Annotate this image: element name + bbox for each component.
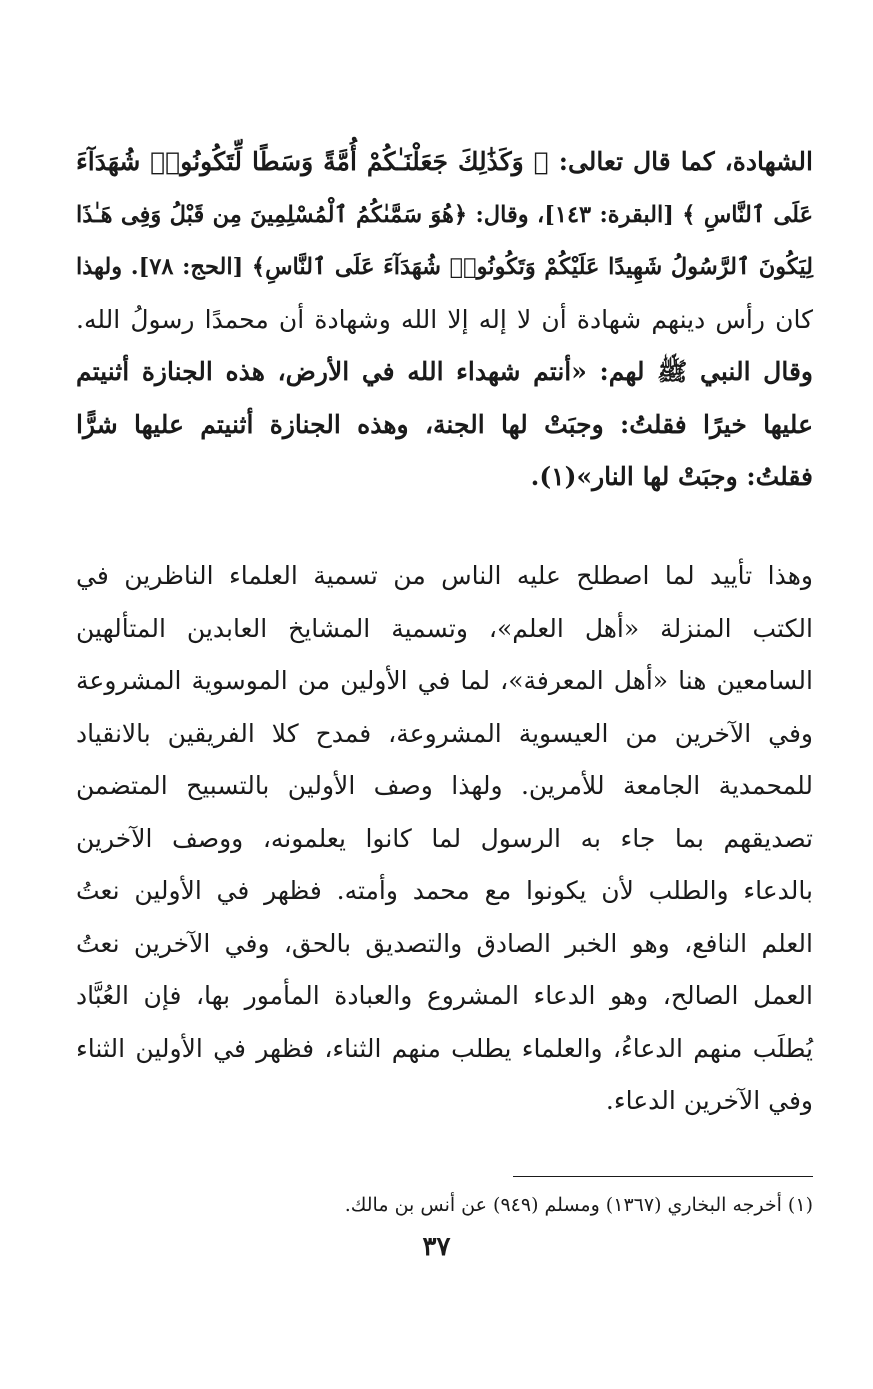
paragraph-line: وهذا تأييد لما اصطلح عليه الناس من تسمية العلماء الناظرين في: [76, 561, 813, 590]
paragraph-line: الكتب المنزلة «أهل العلم»، وتسمية المشايخ العابدين المتألهين: [76, 613, 813, 643]
paragraph-line: تصديقهم بما جاء به الرسول لما كانوا يعلمونه، ووصف الآخرين: [76, 823, 813, 853]
paragraph-line: العلم النافع، وهو الخبر الصادق والتصديق بالحق، وفي الآخرين نعتُ: [76, 928, 813, 958]
paragraph-line: وقال النبي ﷺ لهم: «أنتم شهداء الله في الأرض، هذه الجنازة أثنيتم: [76, 357, 813, 386]
paragraph-line: وفي الآخرين من العيسوية المشروعة، فمدح كلا الفريقين بالانقياد: [76, 718, 813, 748]
paragraph-line: بالدعاء والطلب لأن يكونوا مع محمد وأمته. فظهر في الأولين نعتُ: [76, 876, 813, 905]
footnote-divider: [513, 1176, 813, 1177]
paragraph-line: عليها خيرًا فقلتُ: وجبَتْ لها الجنة، وهذه الجنازة أثنيتم عليها شرًّا: [76, 409, 813, 439]
paragraph-line: للمحمدية الجامعة للأمرين. ولهذا وصف الأولين بالتسبيح المتضمن: [76, 771, 813, 800]
paragraph-line: عَلَى ٱلنَّاسِ ﴾ [البقرة: ١٤٣]، وقال: ﴿هُوَ سَمَّىٰكُمُ ٱلْمُسْلِمِينَ مِن قَبْلُ وَفِى هَـٰذَا: [76, 201, 813, 228]
paragraph-line: كان رأس دينهم شهادة أن لا إله إلا الله وشهادة أن محمدًا رسولُ الله.: [76, 304, 813, 334]
paragraph-line: السامعين هنا «أهل المعرفة»، لما في الأولين من الموسوية المشروعة: [76, 666, 813, 695]
paragraph-line: وفي الآخرين الدعاء.: [605, 1086, 813, 1115]
paragraph-line: يُطلَب منهم الدعاءُ، والعلماء يطلب منهم الثناء، فظهر في الأولين الثناء: [76, 1033, 813, 1063]
paragraph-line: العمل الصالح، وهو الدعاء المشروع والعبادة المأمور بها، فإن العُبَّاد: [76, 981, 813, 1010]
page-number: ٣٧: [422, 1232, 451, 1262]
paragraph-line: فقلتُ: وجبَتْ لها النار»(١).: [530, 462, 813, 491]
paragraph-2: [76, 550, 813, 1128]
paragraph-line: الشهادة، كما قال تعالى: ﴿ وَكَذَٰلِكَ جَعَلْنَـٰكُمْ أُمَّةً وَسَطًا لِّتَكُونُوا۟ شُهَدَآءَ: [76, 147, 813, 176]
footnote: (١) أخرجه البخاري (١٣٦٧) ومسلم (٩٤٩) عن أنس بن مالك.: [344, 1194, 813, 1216]
paragraph-line: لِيَكُونَ ٱلرَّسُولُ شَهِيدًا عَلَيْكُمْ وَتَكُونُوا۟ شُهَدَآءَ عَلَى ٱلنَّاسِ﴾ [الحج: ٧٨]. ولهذا: [76, 254, 813, 280]
paragraph-1: [76, 136, 813, 504]
